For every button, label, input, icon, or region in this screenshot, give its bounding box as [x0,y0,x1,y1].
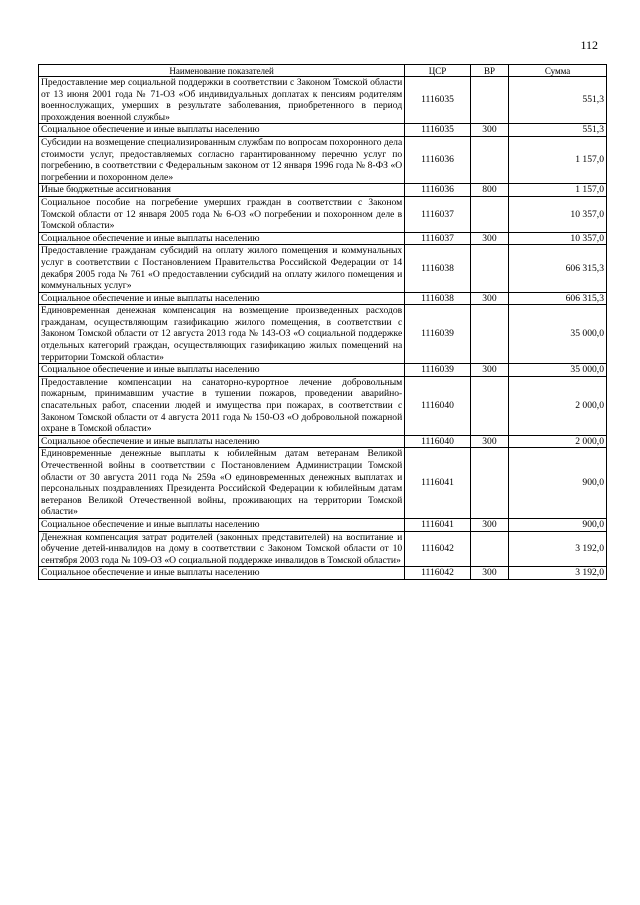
row-csr: 1116036 [405,184,471,197]
row-csr: 1116040 [405,376,471,435]
table-row [39,435,607,448]
table-row [39,376,607,435]
row-csr: 1116035 [405,77,471,124]
header-vr: ВР [470,65,508,77]
row-vr: 300 [470,435,508,448]
table-row [39,292,607,305]
row-vr [470,448,508,519]
row-csr: 1116042 [405,531,471,567]
header-name: Наименование показателей [39,65,405,77]
table-row [39,567,607,580]
row-sum: 10 357,0 [509,196,607,232]
row-vr: 300 [470,364,508,377]
row-name: Социальное обеспечение и иные выплаты населению [39,364,405,377]
row-sum: 551,3 [509,77,607,124]
row-name: Предоставление компенсации на санаторно-курортное лечение добровольным пожарным, принимавшим участие в тушении пожаров, проведении аварийно-спасательных работ, спасении людей и имущества при пожарах, в соответствии с Законом Томской области от 4 августа 2011 года № 150-ОЗ «О добровольной пожарной охране в Томской области» [39,376,405,435]
page-number: 112 [580,38,598,52]
row-vr: 300 [470,567,508,580]
header-sum: Сумма [509,65,607,77]
table-row [39,305,607,364]
row-vr [470,196,508,232]
table-row [39,124,607,137]
row-vr [470,531,508,567]
row-vr [470,376,508,435]
row-name: Социальное пособие на погребение умерших граждан в соответствии с Законом Томской области от 12 января 2005 года № 6-ОЗ «О погребении и похоронном деле в Томской области» [39,196,405,232]
row-csr: 1116038 [405,245,471,292]
row-vr [470,136,508,183]
budget-table [38,64,607,580]
row-name: Предоставление мер социальной поддержки в соответствии с Законом Томской области от 13 июня 2001 года № 71-ОЗ «Об индивидуальных доплатах к пенсиям родителям военнослужащих, умерших в результате заболевания, приобретенного в период прохождения военной службы» [39,77,405,124]
table-row [39,364,607,377]
row-sum: 1 157,0 [509,136,607,183]
row-csr: 1116036 [405,136,471,183]
table-row [39,518,607,531]
row-name: Социальное обеспечение и иные выплаты населению [39,435,405,448]
row-name: Социальное обеспечение и иные выплаты населению [39,292,405,305]
row-sum: 2 000,0 [509,435,607,448]
row-vr: 300 [470,292,508,305]
table-row [39,136,607,183]
row-vr: 300 [470,232,508,245]
row-sum: 3 192,0 [509,531,607,567]
row-sum: 900,0 [509,448,607,519]
row-vr [470,305,508,364]
table-row [39,531,607,567]
row-sum: 606 315,3 [509,292,607,305]
row-csr: 1116037 [405,196,471,232]
row-csr: 1116037 [405,232,471,245]
row-name: Иные бюджетные ассигнования [39,184,405,197]
row-vr: 300 [470,124,508,137]
row-csr: 1116035 [405,124,471,137]
table-row [39,448,607,519]
row-name: Предоставление гражданам субсидий на оплату жилого помещения и коммунальных услуг в соответствии с Постановлением Правительства Российской Федерации от 14 декабря 2005 года № 761 «О предоставлении субсидий на оплату жилого помещения и коммунальных услуг» [39,245,405,292]
row-csr: 1116038 [405,292,471,305]
row-sum: 35 000,0 [509,305,607,364]
row-sum: 10 357,0 [509,232,607,245]
row-sum: 1 157,0 [509,184,607,197]
row-name: Субсидии на возмещение специализированным службам по вопросам похоронного дела стоимости услуг, предоставляемых согласно гарантированному перечню услуг по погребению, в соответствии с Федеральным законом от 12 января 1996 года № 8-ФЗ «О погребении и похоронном деле» [39,136,405,183]
row-name: Социальное обеспечение и иные выплаты населению [39,232,405,245]
row-sum: 900,0 [509,518,607,531]
row-csr: 1116039 [405,305,471,364]
table-row [39,184,607,197]
row-name: Социальное обеспечение и иные выплаты населению [39,124,405,137]
table-row [39,196,607,232]
row-name: Единовременная денежная компенсация на возмещение произведенных расходов гражданам, осуществляющим газификацию жилого помещения, в соответствии с Законом Томской области от 12 августа 2013 года № 143-ОЗ «О социальной поддержке отдельных категорий граждан, осуществляющих газификацию жилых помещений на территории Томской области» [39,305,405,364]
row-name: Денежная компенсация затрат родителей (законных представителей) на воспитание и обучение детей-инвалидов на дому в соответствии с Законом Томской области от 10 сентября 2003 года № 109-ОЗ «О социальной поддержке инвалидов в Томской области» [39,531,405,567]
row-vr: 300 [470,518,508,531]
row-name: Социальное обеспечение и иные выплаты населению [39,518,405,531]
row-csr: 1116040 [405,435,471,448]
row-sum: 3 192,0 [509,567,607,580]
row-csr: 1116039 [405,364,471,377]
row-sum: 35 000,0 [509,364,607,377]
table-row [39,245,607,292]
row-vr [470,245,508,292]
row-sum: 606 315,3 [509,245,607,292]
row-csr: 1116041 [405,518,471,531]
table-header-row [39,65,607,77]
table-row [39,232,607,245]
row-csr: 1116042 [405,567,471,580]
row-sum: 2 000,0 [509,376,607,435]
row-vr: 800 [470,184,508,197]
table-row [39,77,607,124]
row-vr [470,77,508,124]
header-csr: ЦСР [405,65,471,77]
row-name: Единовременные денежные выплаты к юбилейным датам ветеранам Великой Отечественной войны в соответствии с Постановлением Администрации Томской области от 30 августа 2011 года № 259а «О единовременных денежных выплатах и персональных поздравлениях Президента Российской Федерации к юбилейным датам ветеранов Великой Отечественной войны, проживающих на территории Томской области» [39,448,405,519]
row-csr: 1116041 [405,448,471,519]
row-name: Социальное обеспечение и иные выплаты населению [39,567,405,580]
row-sum: 551,3 [509,124,607,137]
